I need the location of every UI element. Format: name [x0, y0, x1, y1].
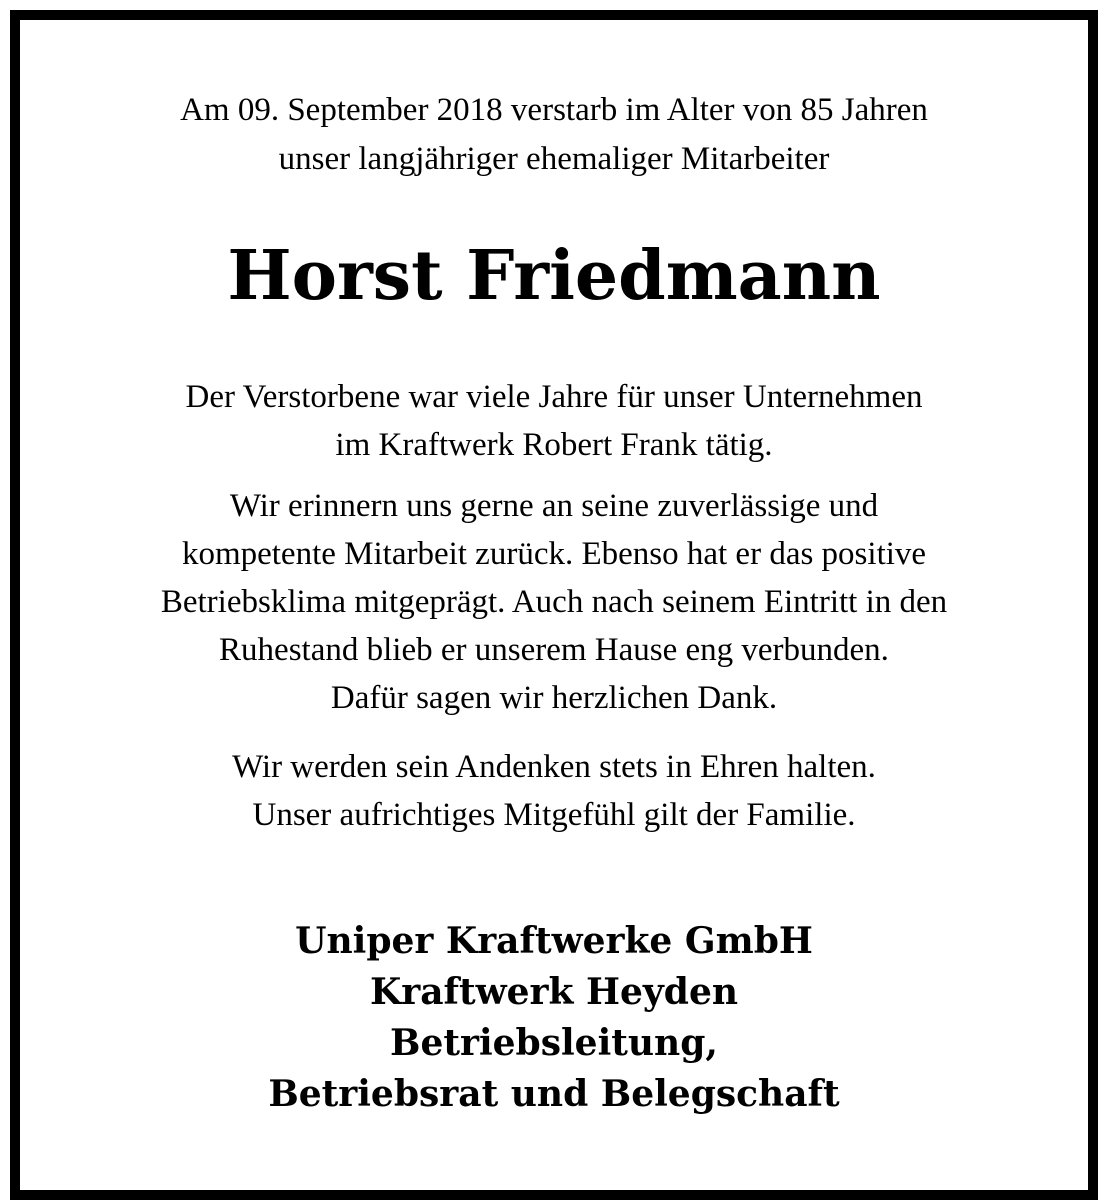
paragraph-line: Wir erinnern uns gerne an seine zuverlässige und — [229, 488, 879, 524]
intro-line: unser langjähriger ehemaliger Mitarbeiter — [278, 141, 830, 177]
paragraph-line: Betriebsklima mitgeprägt. Auch nach seinem Eintritt in den — [160, 584, 948, 620]
paragraph-remembrance — [60, 482, 1048, 722]
paragraph-line: Ruhestand blieb er unserem Hause eng verbunden. — [219, 632, 889, 668]
signature-line: Betriebsrat und Belegschaft — [268, 1073, 840, 1115]
paragraph-employment — [60, 373, 1048, 469]
deceased-name: Horst Friedmann — [227, 236, 881, 316]
paragraph-condolence — [60, 743, 1048, 839]
signature-line: Betriebsleitung, — [390, 1022, 718, 1064]
paragraph-line: kompetente Mitarbeit zurück. Ebenso hat er das positive — [181, 536, 927, 572]
signature-line: Kraftwerk Heyden — [369, 971, 739, 1013]
paragraph-line: im Kraftwerk Robert Frank tätig. — [335, 427, 773, 463]
paragraph-line: Dafür sagen wir herzlichen Dank. — [330, 680, 778, 716]
obituary-frame — [10, 10, 1098, 1200]
signature-line: Uniper Kraftwerke GmbH — [295, 920, 813, 962]
obituary-content — [20, 20, 1088, 1190]
signature-block — [60, 916, 1048, 1120]
paragraph-line: Wir werden sein Andenken stets in Ehren halten. — [232, 749, 876, 785]
paragraph-line: Unser aufrichtiges Mitgefühl gilt der Familie. — [252, 797, 856, 833]
intro-line: Am 09. September 2018 verstarb im Alter von 85 Jahren — [180, 92, 928, 128]
intro-text — [60, 86, 1048, 184]
paragraph-line: Der Verstorbene war viele Jahre für unser Unternehmen — [185, 379, 923, 415]
